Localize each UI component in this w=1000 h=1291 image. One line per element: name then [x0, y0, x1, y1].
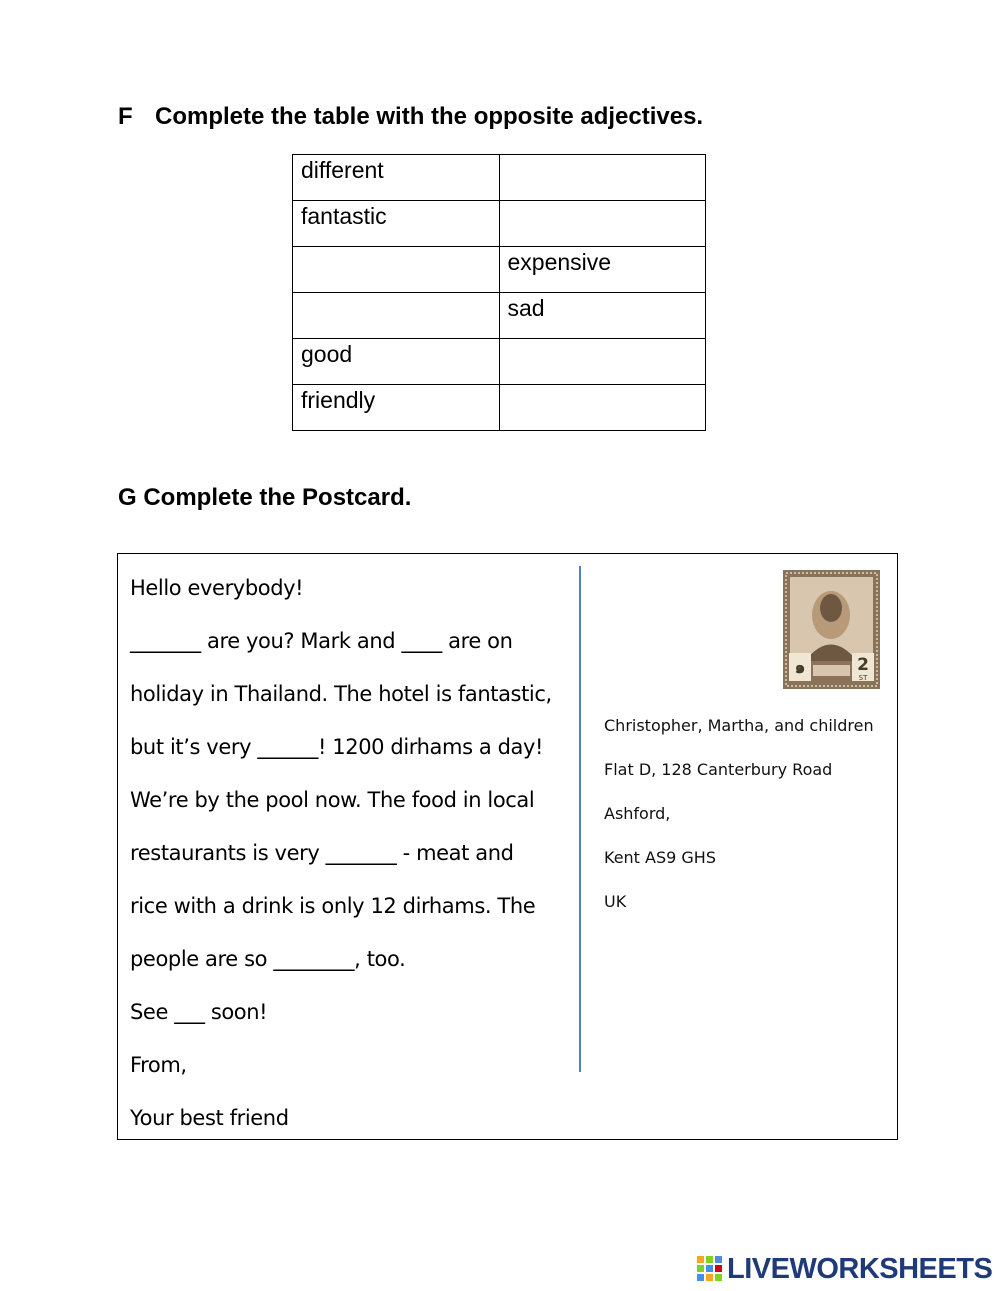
- table-row: [293, 293, 706, 339]
- answer-cell[interactable]: [499, 339, 706, 385]
- message-line: people are so ________, too.: [130, 947, 406, 971]
- postcard-divider: [579, 566, 581, 1072]
- table-cell: fantastic: [293, 201, 500, 247]
- section-f-heading: [118, 103, 703, 131]
- message-line: Your best friend: [130, 1106, 289, 1130]
- message-line: holiday in Thailand. The hotel is fantastic,: [130, 682, 552, 706]
- address-line: Kent AS9 GHS: [604, 848, 716, 867]
- answer-cell[interactable]: [499, 155, 706, 201]
- postcard: [117, 553, 898, 1140]
- message-line: but it’s very ______! 1200 dirhams a day!: [130, 735, 544, 759]
- table-row: [293, 247, 706, 293]
- postcard-address: [604, 712, 874, 932]
- message-line: See ___ soon!: [130, 1000, 268, 1024]
- message-line: _______ are you? Mark and ____ are on: [130, 629, 513, 653]
- stamp-denomination-unit: ST: [858, 674, 868, 682]
- table-cell: friendly: [293, 385, 500, 431]
- table-cell: sad: [499, 293, 706, 339]
- table-cell: expensive: [499, 247, 706, 293]
- stamp-denomination: 2: [857, 655, 869, 675]
- table-cell: good: [293, 339, 500, 385]
- address-line: Flat D, 128 Canterbury Road: [604, 760, 833, 779]
- section-f-letter: F: [118, 103, 133, 130]
- liveworksheets-logo: [697, 1254, 993, 1284]
- stamp-left-numeral: ๑: [794, 658, 806, 678]
- section-f-instruction: Complete the table with the opposite adjectives.: [155, 103, 704, 130]
- answer-cell[interactable]: [293, 247, 500, 293]
- liveworksheets-logo-icon: [697, 1256, 723, 1282]
- address-line: UK: [604, 892, 627, 911]
- answer-cell[interactable]: [293, 293, 500, 339]
- message-line: From,: [130, 1053, 187, 1077]
- liveworksheets-logo-text: LIVEWORKSHEETS: [727, 1253, 993, 1285]
- table-row: [293, 155, 706, 201]
- table-row: [293, 385, 706, 431]
- message-line: We’re by the pool now. The food in local: [130, 788, 535, 812]
- message-line: Hello everybody!: [130, 576, 304, 600]
- postage-stamp-icon: [783, 570, 880, 689]
- adjective-table: [292, 154, 706, 431]
- address-line: Christopher, Martha, and children: [604, 716, 874, 735]
- table-row: [293, 201, 706, 247]
- message-line: rice with a drink is only 12 dirhams. The: [130, 894, 536, 918]
- answer-cell[interactable]: [499, 385, 706, 431]
- section-g-heading: G Complete the Postcard.: [118, 484, 412, 511]
- postcard-message: [130, 562, 585, 1145]
- table-row: [293, 339, 706, 385]
- address-line: Ashford,: [604, 804, 671, 823]
- table-cell: different: [293, 155, 500, 201]
- message-line: restaurants is very _______ - meat and: [130, 841, 514, 865]
- answer-cell[interactable]: [499, 201, 706, 247]
